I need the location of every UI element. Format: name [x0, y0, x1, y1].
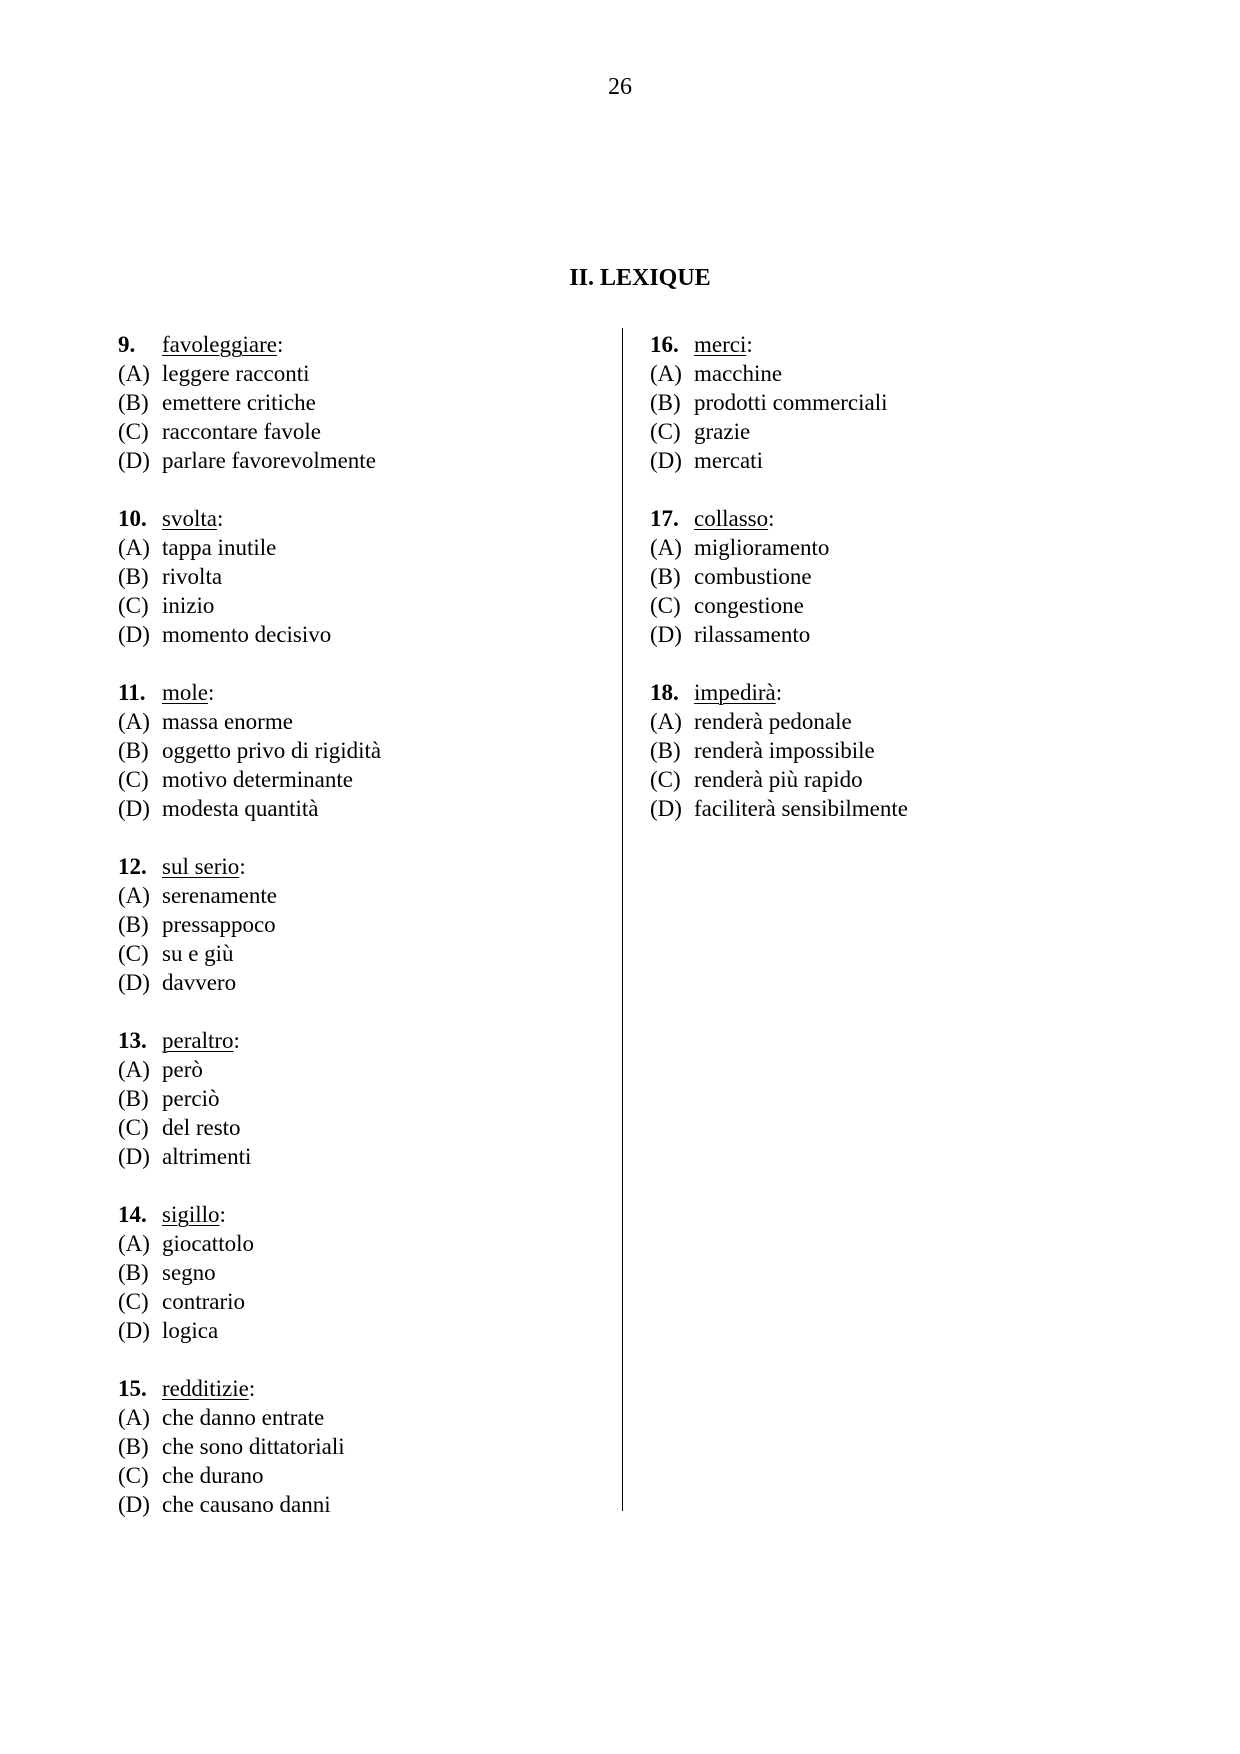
question-line — [118, 330, 578, 359]
option-text: inizio — [162, 593, 215, 618]
question-block — [118, 1374, 578, 1519]
answer-option — [118, 620, 578, 649]
answer-option — [650, 446, 1110, 475]
answer-option — [118, 707, 578, 736]
term-colon: : — [248, 1376, 256, 1401]
option-text: che durano — [162, 1463, 264, 1488]
answer-option — [650, 707, 1110, 736]
option-text: tappa inutile — [162, 535, 277, 560]
answer-option — [118, 1142, 578, 1171]
question-term: impedirà — [694, 680, 776, 705]
answer-option — [118, 1461, 578, 1490]
option-letter: (B) — [118, 390, 149, 415]
question-block — [650, 504, 1110, 649]
answer-option — [118, 910, 578, 939]
option-text: del resto — [162, 1115, 241, 1140]
answer-option — [118, 1258, 578, 1287]
option-letter: (C) — [650, 419, 681, 444]
term-colon: : — [233, 1028, 240, 1053]
answer-option — [118, 968, 578, 997]
question-line — [118, 852, 578, 881]
term-colon: : — [746, 332, 753, 357]
question-block — [118, 1200, 578, 1345]
term-colon: : — [219, 1202, 226, 1227]
option-letter: (C) — [118, 1115, 149, 1140]
question-line — [118, 1374, 578, 1403]
option-text: leggere racconti — [162, 361, 310, 386]
option-text: raccontare favole — [162, 419, 321, 444]
question-term: mole — [162, 680, 208, 705]
option-letter: (C) — [118, 1289, 149, 1314]
option-text: mercati — [694, 448, 763, 473]
right-question-column — [650, 330, 1110, 852]
answer-option — [650, 794, 1110, 823]
answer-option — [118, 1055, 578, 1084]
answer-option — [650, 620, 1110, 649]
question-number: 9. — [118, 332, 136, 357]
option-letter: (A) — [118, 1405, 150, 1430]
question-term: collasso — [694, 506, 769, 531]
option-text: davvero — [162, 970, 237, 995]
term-colon: : — [768, 506, 775, 531]
question-number: 18. — [650, 680, 679, 705]
question-term: sul serio — [162, 854, 240, 879]
option-letter: (D) — [118, 1318, 150, 1343]
question-line — [118, 1026, 578, 1055]
answer-option — [118, 794, 578, 823]
term-colon: : — [216, 506, 224, 531]
option-letter: (B) — [650, 738, 681, 763]
question-term: merci — [694, 332, 747, 357]
option-letter: (D) — [650, 448, 682, 473]
page-number: 26 — [608, 74, 632, 100]
answer-option — [118, 446, 578, 475]
answer-option — [118, 417, 578, 446]
answer-option — [118, 765, 578, 794]
question-line — [650, 330, 1110, 359]
question-line — [118, 1200, 578, 1229]
option-text: rilassamento — [694, 622, 811, 647]
question-line — [118, 504, 578, 533]
question-number: 16. — [650, 332, 679, 357]
option-letter: (B) — [118, 912, 149, 937]
option-text: massa enorme — [162, 709, 293, 734]
option-text: che causano danni — [162, 1492, 331, 1517]
option-letter: (D) — [118, 622, 150, 647]
left-question-column — [118, 330, 578, 1548]
question-block — [650, 678, 1110, 823]
column-divider — [622, 328, 623, 1511]
section-title: II. LEXIQUE — [569, 265, 711, 291]
option-letter: (A) — [650, 361, 682, 386]
option-text: parlare favorevolmente — [162, 448, 376, 473]
answer-option — [118, 1229, 578, 1258]
question-number: 14. — [118, 1202, 147, 1227]
option-text: motivo determinante — [162, 767, 353, 792]
question-number: 10. — [118, 506, 147, 531]
option-letter: (C) — [118, 941, 149, 966]
option-letter: (D) — [118, 796, 150, 821]
answer-option — [650, 388, 1110, 417]
option-text: perciò — [162, 1086, 220, 1111]
option-letter: (B) — [650, 390, 681, 415]
question-block — [118, 504, 578, 649]
option-text: logica — [162, 1318, 219, 1343]
term-colon: : — [239, 854, 246, 879]
option-text: giocattolo — [162, 1231, 254, 1256]
question-block — [118, 330, 578, 475]
answer-option — [650, 359, 1110, 388]
answer-option — [118, 388, 578, 417]
answer-option — [118, 1316, 578, 1345]
option-text: momento decisivo — [162, 622, 332, 647]
option-letter: (A) — [118, 883, 150, 908]
option-letter: (B) — [118, 564, 149, 589]
answer-option — [118, 881, 578, 910]
option-text: faciliterà sensibilmente — [694, 796, 908, 821]
option-letter: (A) — [118, 1057, 150, 1082]
answer-option — [118, 1403, 578, 1432]
option-letter: (A) — [118, 361, 150, 386]
option-letter: (A) — [650, 709, 682, 734]
answer-option — [650, 562, 1110, 591]
question-term: redditizie — [162, 1376, 249, 1401]
answer-option — [118, 736, 578, 765]
question-block — [650, 330, 1110, 475]
option-letter: (A) — [118, 709, 150, 734]
option-letter: (C) — [650, 593, 681, 618]
answer-option — [118, 939, 578, 968]
option-letter: (B) — [118, 1434, 149, 1459]
question-number: 17. — [650, 506, 679, 531]
option-text: però — [162, 1057, 203, 1082]
option-letter: (C) — [650, 767, 681, 792]
option-letter: (A) — [650, 535, 682, 560]
question-block — [118, 678, 578, 823]
answer-option — [118, 359, 578, 388]
question-term: favoleggiare — [162, 332, 277, 357]
option-text: congestione — [694, 593, 804, 618]
option-text: prodotti commerciali — [694, 390, 888, 415]
option-text: miglioramento — [694, 535, 830, 560]
option-letter: (D) — [118, 1492, 150, 1517]
answer-option — [118, 533, 578, 562]
option-text: che sono dittatoriali — [162, 1434, 345, 1459]
question-number: 15. — [118, 1376, 147, 1401]
option-text: contrario — [162, 1289, 246, 1314]
option-text: macchine — [694, 361, 783, 386]
option-text: rivolta — [162, 564, 223, 589]
option-text: renderà pedonale — [694, 709, 852, 734]
option-text: su e giù — [162, 941, 234, 966]
option-letter: (D) — [650, 622, 682, 647]
question-term: peraltro — [162, 1028, 234, 1053]
answer-option — [118, 1287, 578, 1316]
term-colon: : — [276, 332, 284, 357]
answer-option — [650, 765, 1110, 794]
question-term: sigillo — [162, 1202, 220, 1227]
option-text: serenamente — [162, 883, 277, 908]
option-text: altrimenti — [162, 1144, 252, 1169]
answer-option — [118, 1113, 578, 1142]
option-text: emettere critiche — [162, 390, 316, 415]
option-letter: (C) — [118, 1463, 149, 1488]
question-block — [118, 1026, 578, 1171]
option-text: che danno entrate — [162, 1405, 325, 1430]
question-number: 13. — [118, 1028, 147, 1053]
answer-option — [650, 736, 1110, 765]
answer-option — [118, 1432, 578, 1461]
answer-option — [118, 562, 578, 591]
answer-option — [118, 1084, 578, 1113]
option-letter: (C) — [118, 767, 149, 792]
option-letter: (B) — [650, 564, 681, 589]
option-text: modesta quantità — [162, 796, 319, 821]
option-letter: (A) — [118, 535, 150, 560]
option-text: oggetto privo di rigidità — [162, 738, 382, 763]
option-letter: (B) — [118, 738, 149, 763]
option-letter: (C) — [118, 593, 149, 618]
option-letter: (D) — [118, 448, 150, 473]
question-block — [118, 852, 578, 997]
question-number: 11. — [118, 680, 146, 705]
answer-option — [650, 591, 1110, 620]
answer-option — [650, 533, 1110, 562]
option-letter: (D) — [118, 970, 150, 995]
option-letter: (B) — [118, 1260, 149, 1285]
answer-option — [118, 591, 578, 620]
term-colon: : — [775, 680, 783, 705]
option-letter: (C) — [118, 419, 149, 444]
question-line — [650, 678, 1110, 707]
answer-option — [118, 1490, 578, 1519]
option-text: pressappoco — [162, 912, 276, 937]
option-letter: (A) — [118, 1231, 150, 1256]
option-text: renderà impossibile — [694, 738, 875, 763]
question-term: svolta — [162, 506, 217, 531]
option-letter: (D) — [650, 796, 682, 821]
term-colon: : — [208, 680, 215, 705]
answer-option — [650, 417, 1110, 446]
option-text: combustione — [694, 564, 812, 589]
question-line — [650, 504, 1110, 533]
option-letter: (B) — [118, 1086, 149, 1111]
option-text: grazie — [694, 419, 751, 444]
option-text: renderà più rapido — [694, 767, 863, 792]
option-text: segno — [162, 1260, 216, 1285]
question-line — [118, 678, 578, 707]
question-number: 12. — [118, 854, 147, 879]
option-letter: (D) — [118, 1144, 150, 1169]
